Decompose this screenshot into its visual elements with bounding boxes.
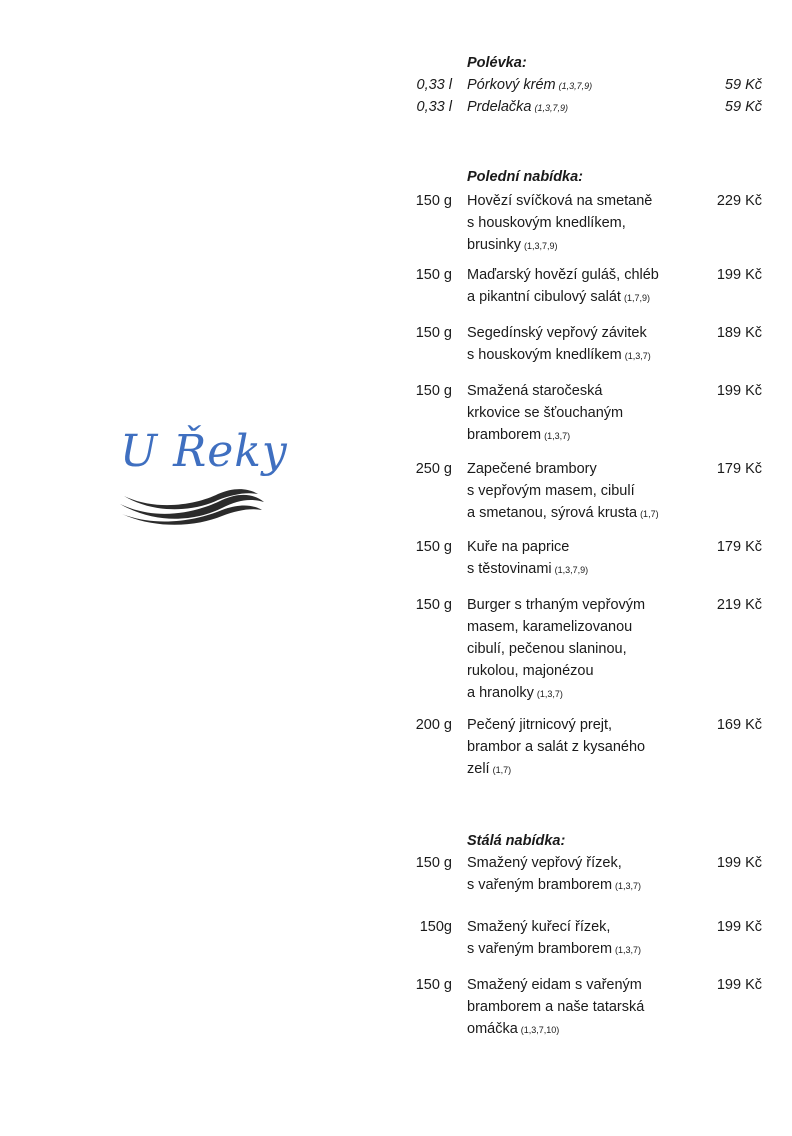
item-name-line [467,938,692,961]
item-price: 199 Kč [716,919,762,935]
item-name [467,74,692,97]
item-name-line: Burger s trhaným vepřovým [467,597,646,613]
item-allergens: (1,3,7) [536,689,563,699]
item-name-line: Smažená staročeská [467,383,603,399]
item-price: 179 Kč [716,539,762,555]
item-name-line: bramborem a naše tatarská [467,999,645,1015]
section-heading: Polední nabídka: [467,169,584,185]
item-name-line: krkovice se šťouchaným [467,405,624,421]
item-name [467,916,692,961]
item-price: 219 Kč [716,597,762,613]
item-quantity: 200 g [415,717,452,733]
item-name-line: s houskovým knedlíkem, [467,215,626,231]
item-name-line [467,96,692,119]
item-name-line [467,558,692,581]
item-name-text: s vařeným bramborem [467,941,613,957]
item-name [467,264,692,309]
item-name-line: cibulí, pečenou slaninou, [467,641,627,657]
item-name-line [467,502,692,525]
item-allergens: (1,7) [640,509,659,519]
item-quantity: 150 g [415,267,452,283]
item-name [467,974,692,1041]
item-allergens: (1,3,7) [624,351,651,361]
item-name-line: Maďarský hovězí guláš, chléb [467,267,659,283]
item-quantity: 150 g [415,383,452,399]
item-name-text: brusinky [467,237,521,253]
item-name-text: zelí [467,761,490,777]
item-name [467,536,692,581]
item-name-line [467,344,692,367]
item-name-text: bramborem [467,427,542,443]
item-name [467,458,692,525]
logo-text: U Řeky [120,426,288,477]
item-allergens: (1,3,7) [615,945,642,955]
item-name [467,714,692,781]
item-name-line [467,424,692,447]
item-name-text: s vařeným bramborem [467,877,613,893]
item-name-line: brambor a salát z kysaného [467,739,646,755]
item-name-line: Zapečené brambory [467,461,597,477]
item-name-line [467,758,692,781]
restaurant-logo [118,426,288,530]
item-name-text: s houskovým knedlíkem [467,347,622,363]
item-name-line [467,286,692,309]
item-name-line [467,74,692,97]
item-name-line: Pečený jitrnicový prejt, [467,717,613,733]
item-name-line: Smažený kuřecí řízek, [467,919,611,935]
item-name-text: Pórkový krém [467,77,556,93]
item-name-line: Smažený eidam s vařeným [467,977,642,993]
item-quantity: 150 g [415,977,452,993]
item-name-line: s vepřovým masem, cibulí [467,483,635,499]
item-quantity: 150 g [415,193,452,209]
item-quantity: 150 g [415,539,452,555]
item-price: 199 Kč [716,383,762,399]
item-allergens: (1,3,7,10) [520,1025,560,1035]
item-name-line [467,1018,692,1041]
item-allergens: (1,3,7) [544,431,571,441]
item-quantity: 250 g [415,461,452,477]
item-name-text: s těstovinami [467,561,552,577]
item-allergens: (1,7,9) [623,293,650,303]
item-price: 59 Kč [724,77,762,93]
item-name-line: Smažený vepřový řízek, [467,855,622,871]
item-price: 59 Kč [724,99,762,115]
item-price: 189 Kč [716,325,762,341]
item-price: 199 Kč [716,977,762,993]
item-name-text: a smetanou, sýrová krusta [467,505,638,521]
item-price: 179 Kč [716,461,762,477]
item-name-text: omáčka [467,1021,518,1037]
item-name [467,594,692,705]
item-quantity: 150 g [415,325,452,341]
item-name [467,190,692,257]
item-allergens: (1,3,7) [615,881,642,891]
item-allergens: (1,7) [492,765,512,775]
item-name-line [467,874,692,897]
item-name-line: rukolou, majonézou [467,663,594,679]
item-name [467,380,692,447]
section-heading: Polévka: [467,55,527,71]
item-quantity: 150 g [415,597,452,613]
item-name-text: a hranolky [467,685,534,701]
item-quantity: 0,33 l [416,77,452,93]
item-allergens: (1,3,7,9) [558,81,593,91]
item-price: 229 Kč [716,193,762,209]
item-name-text: Prdelačka [467,99,532,115]
item-allergens: (1,3,7,9) [524,241,558,251]
item-name-line: Segedínský vepřový závitek [467,325,647,341]
item-name-text: a pikantní cibulový salát [467,289,621,305]
item-allergens: (1,3,7,9) [554,565,589,575]
item-price: 199 Kč [716,855,762,871]
section-heading: Stálá nabídka: [467,833,566,849]
item-name [467,96,692,119]
item-quantity: 0,33 l [416,99,452,115]
item-price: 199 Kč [716,267,762,283]
item-name [467,852,692,897]
item-name-line: masem, karamelizovanou [467,619,633,635]
item-quantity: 150g [419,919,452,935]
item-name [467,322,692,367]
item-quantity: 150 g [415,855,452,871]
item-name-line [467,682,692,705]
item-name-line: Hovězí svíčková na smetaně [467,193,653,209]
item-allergens: (1,3,7,9) [534,103,569,113]
item-name-line [467,234,692,257]
item-price: 169 Kč [716,717,762,733]
wave-icon [118,488,268,528]
item-name-line: Kuře na paprice [467,539,570,555]
